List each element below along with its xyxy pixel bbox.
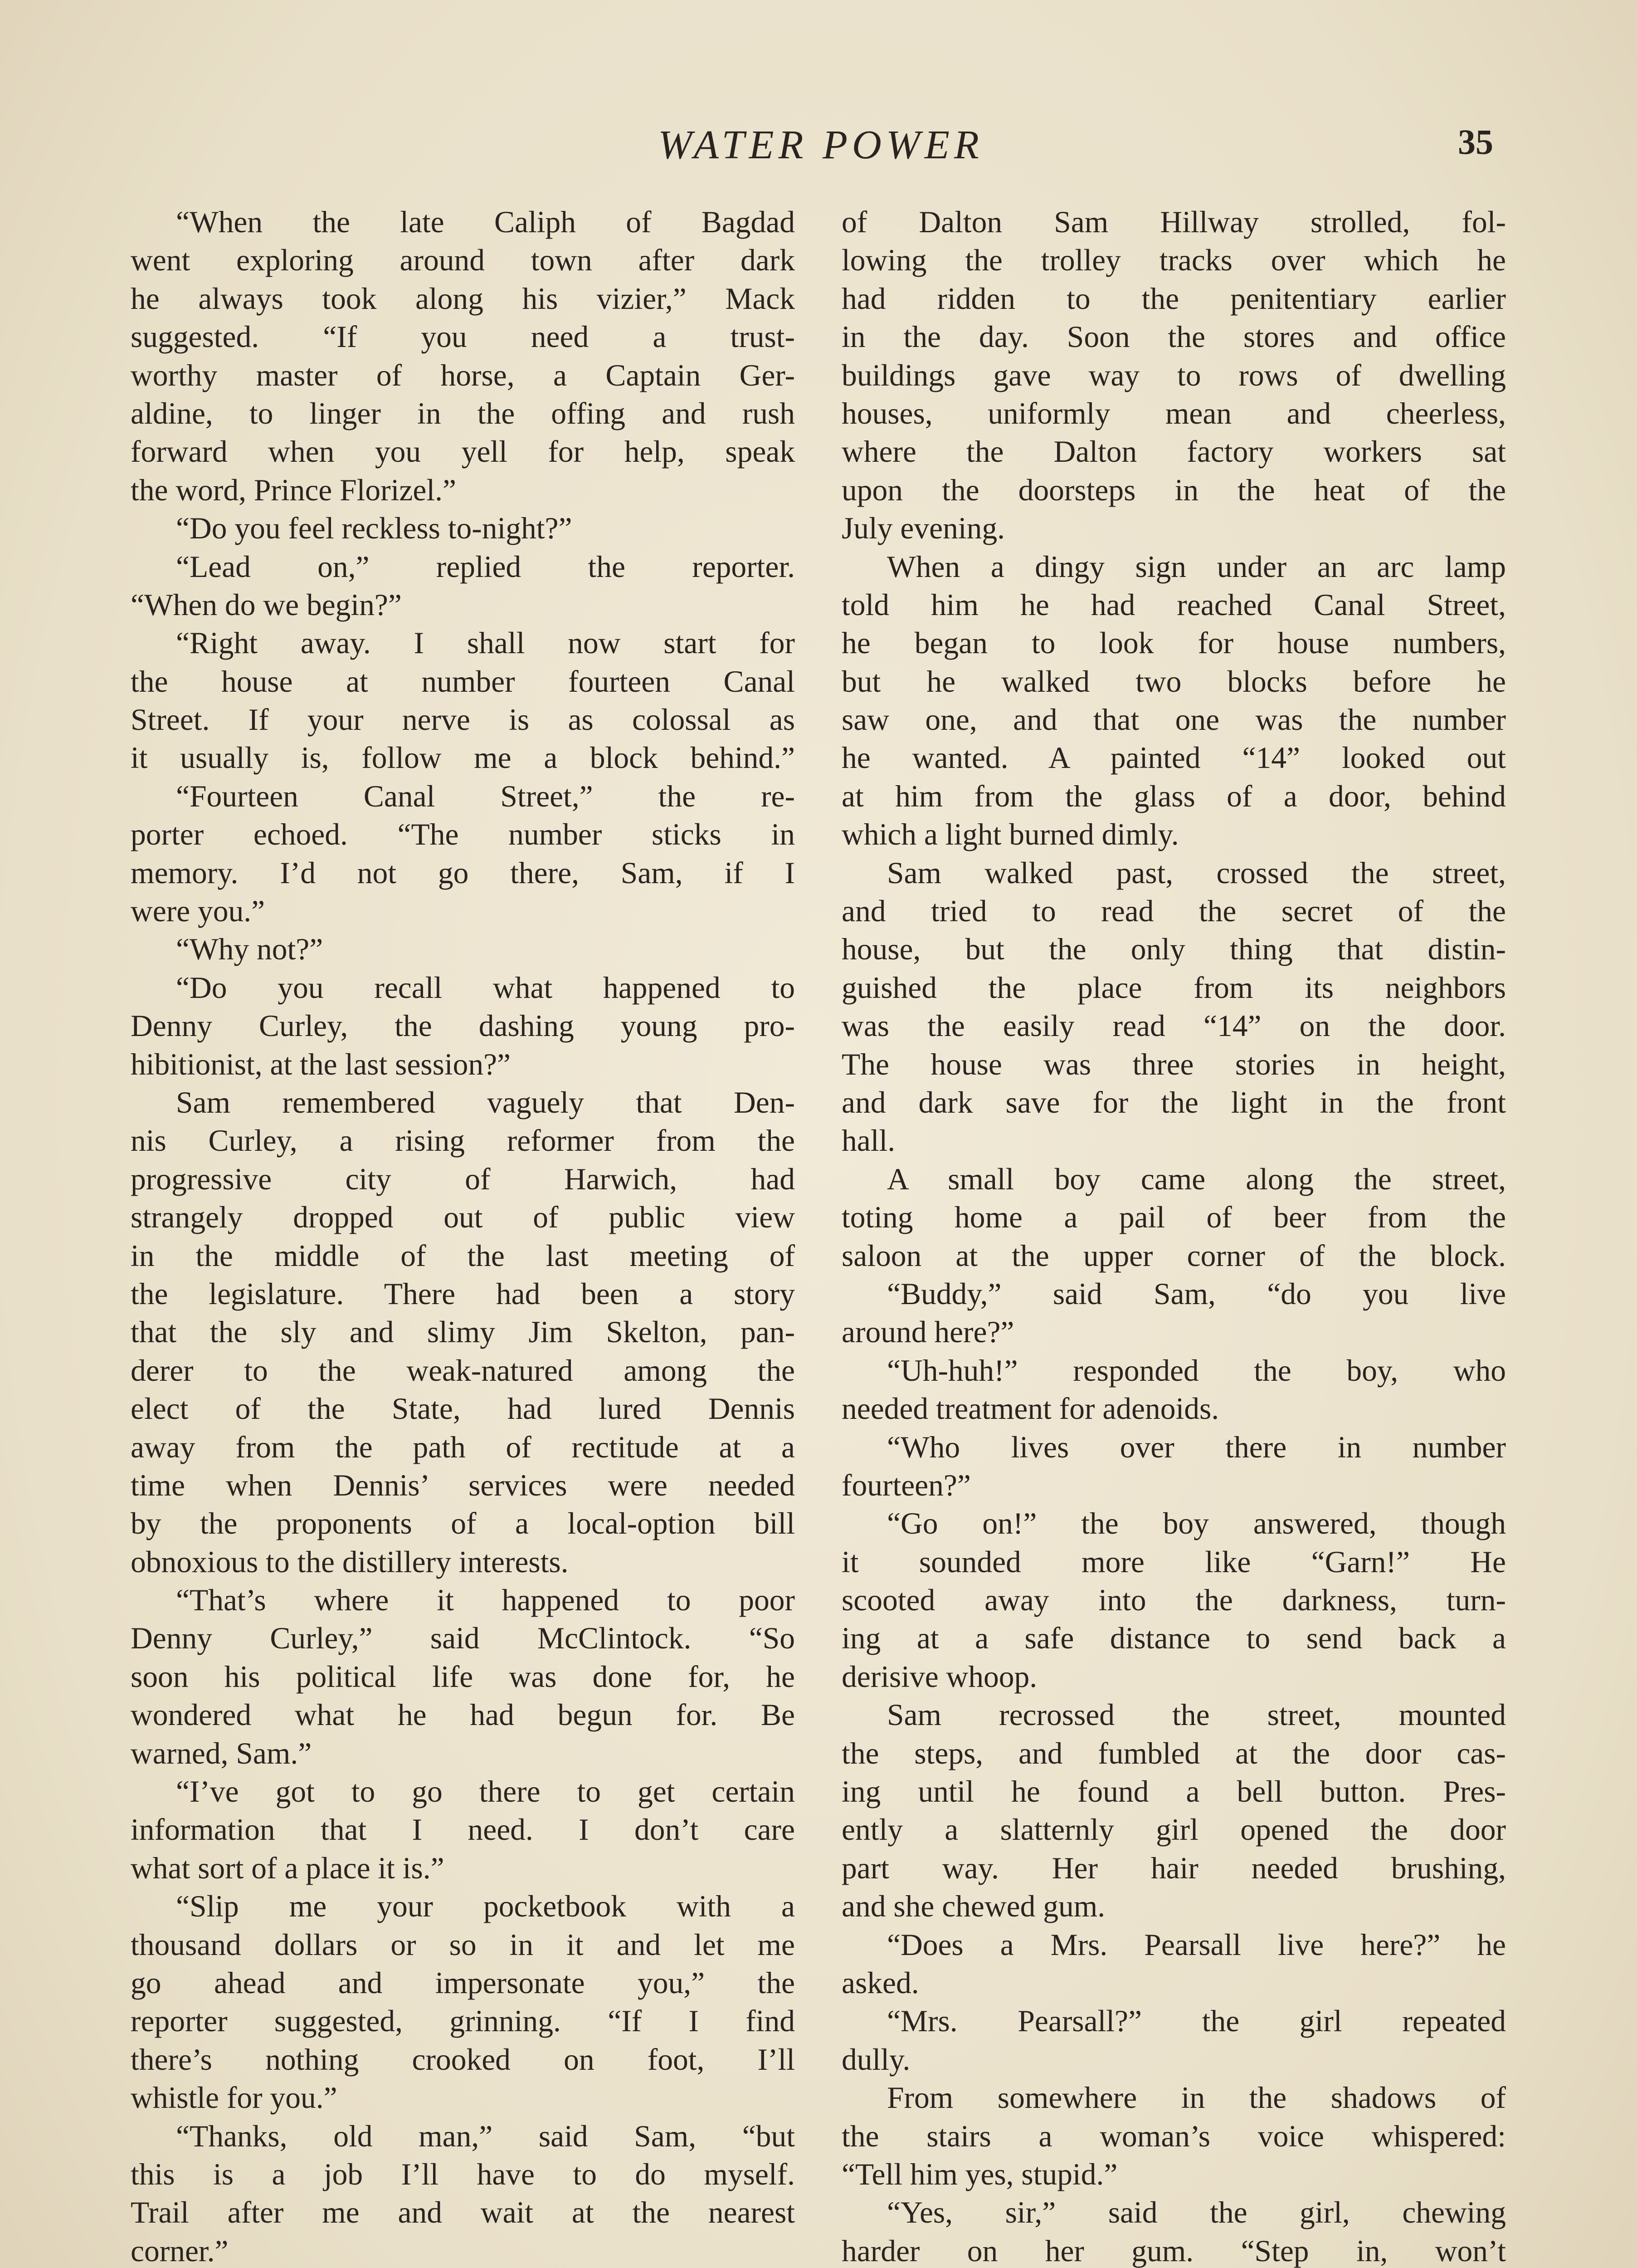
- right-column-line: but he walked two blocks before he: [842, 664, 1506, 699]
- right-column-line: at him from the glass of a door, behind: [842, 779, 1506, 813]
- left-column-line: worthy master of horse, a Captain Ger-: [131, 358, 795, 392]
- left-column-line: go ahead and impersonate you,” the: [131, 1965, 795, 2000]
- right-column: [842, 203, 1506, 2268]
- right-column-line: buildings gave way to rows of dwelling: [842, 358, 1506, 392]
- left-column-line: this is a job I’ll have to do myself.: [131, 2157, 795, 2191]
- right-column-line: and she chewed gum.: [842, 1889, 1106, 1924]
- left-column-line: “Do you feel reckless to-night?”: [176, 511, 572, 546]
- left-column-line: it usually is, follow me a block behind.”: [131, 741, 795, 775]
- right-column-line: houses, uniformly mean and cheerless,: [842, 396, 1506, 430]
- left-column-line: forward when you yell for help, speak: [131, 435, 795, 469]
- left-column-line: memory. I’d not go there, Sam, if I: [131, 855, 795, 890]
- right-column-line: part way. Her hair needed brushing,: [842, 1851, 1506, 1885]
- right-column-line: needed treatment for adenoids.: [842, 1392, 1219, 1426]
- left-column-line: the house at number fourteen Canal: [131, 664, 795, 699]
- left-column-line: thousand dollars or so in it and let me: [131, 1927, 795, 1962]
- left-column-line: suggested. “If you need a trust-: [131, 320, 795, 354]
- right-column-line: “Uh-huh!” responded the boy, who: [887, 1353, 1506, 1388]
- right-column-line: Sam walked past, crossed the street,: [887, 855, 1506, 890]
- left-column-line: went exploring around town after dark: [131, 243, 795, 278]
- left-column-line: there’s nothing crooked on foot, I’ll: [131, 2042, 795, 2077]
- right-column-line: he wanted. A painted “14” looked out: [842, 741, 1506, 775]
- right-column-line: and tried to read the secret of the: [842, 894, 1506, 929]
- right-column-line: the steps, and fumbled at the door cas-: [842, 1736, 1506, 1770]
- left-column-line: Sam remembered vaguely that Den-: [176, 1085, 795, 1119]
- right-column-line: ing until he found a bell button. Pres-: [842, 1774, 1506, 1809]
- left-column-line: aldine, to linger in the offing and rush: [131, 396, 795, 430]
- left-column-line: progressive city of Harwich, had: [131, 1162, 795, 1196]
- left-column-line: by the proponents of a local-option bill: [131, 1506, 795, 1541]
- left-column-line: that the sly and slimy Jim Skelton, pan-: [131, 1315, 795, 1349]
- left-column-line: the legislature. There had been a story: [131, 1276, 795, 1311]
- right-column-line: the stairs a woman’s voice whispered:: [842, 2119, 1506, 2153]
- right-column-line: derisive whoop.: [842, 1659, 1038, 1694]
- right-column-line: When a dingy sign under an arc lamp: [887, 549, 1506, 584]
- right-column-line: toting home a pail of beer from the: [842, 1200, 1506, 1235]
- left-column-line: wondered what he had begun for. Be: [131, 1698, 795, 1732]
- right-column-line: “Buddy,” said Sam, “do you live: [887, 1276, 1506, 1311]
- left-column-line: whistle for you.”: [131, 2081, 337, 2115]
- left-column-line: Denny Curley,” said McClintock. “So: [131, 1621, 795, 1656]
- right-column-line: saw one, and that one was the number: [842, 703, 1506, 737]
- right-column-line: “Yes, sir,” said the girl, chewing: [887, 2195, 1506, 2230]
- right-column-line: around here?”: [842, 1315, 1014, 1349]
- left-column-line: “Slip me your pocketbook with a: [176, 1889, 795, 1924]
- left-column-line: “When the late Caliph of Bagdad: [176, 205, 795, 239]
- right-column-line: “Who lives over there in number: [887, 1430, 1506, 1464]
- right-column-line: house, but the only thing that distin-: [842, 932, 1506, 967]
- left-column-line: Denny Curley, the dashing young pro-: [131, 1009, 795, 1043]
- left-column-line: soon his political life was done for, he: [131, 1659, 795, 1694]
- left-column-line: were you.”: [131, 894, 265, 929]
- right-column-line: “Go on!” the boy answered, though: [887, 1506, 1506, 1541]
- right-column-line: in the day. Soon the stores and office: [842, 320, 1506, 354]
- right-column-line: saloon at the upper corner of the block.: [842, 1238, 1506, 1273]
- right-column-line: fourteen?”: [842, 1468, 971, 1502]
- right-column-line: From somewhere in the shadows of: [887, 2081, 1506, 2115]
- left-column-line: what sort of a place it is.”: [131, 1851, 444, 1885]
- left-column-line: reporter suggested, grinning. “If I find: [131, 2004, 795, 2038]
- right-column-line: The house was three stories in height,: [842, 1047, 1506, 1081]
- page-number: 35: [1458, 122, 1493, 161]
- right-column-line: lowing the trolley tracks over which he: [842, 243, 1506, 278]
- right-column-line: of Dalton Sam Hillway strolled, fol-: [842, 205, 1506, 239]
- left-column-line: porter echoed. “The number sticks in: [131, 817, 795, 852]
- left-column-line: “Why not?”: [176, 932, 323, 967]
- left-column-line: strangely dropped out of public view: [131, 1200, 795, 1235]
- left-column-line: derer to the weak-natured among the: [131, 1353, 795, 1388]
- left-column-line: corner.”: [131, 2234, 229, 2268]
- right-column-line: where the Dalton factory workers sat: [842, 435, 1506, 469]
- left-column-line: “When do we begin?”: [131, 587, 402, 622]
- left-column-line: elect of the State, had lured Dennis: [131, 1392, 795, 1426]
- right-column-line: asked.: [842, 1965, 919, 2000]
- left-column-line: “I’ve got to go there to get certain: [176, 1774, 795, 1809]
- left-column-line: away from the path of rectitude at a: [131, 1430, 795, 1464]
- left-column-line: “Fourteen Canal Street,” the re-: [176, 779, 795, 813]
- right-column-line: guished the place from its neighbors: [842, 970, 1506, 1005]
- right-column-line: hall.: [842, 1124, 896, 1158]
- left-column-line: Street. If your nerve is as colossal as: [131, 703, 795, 737]
- left-column-line: the word, Prince Florizel.”: [131, 473, 456, 507]
- right-column-line: dully.: [842, 2042, 911, 2077]
- right-column-line: Sam recrossed the street, mounted: [887, 1698, 1506, 1732]
- left-column-line: warned, Sam.”: [131, 1736, 312, 1770]
- right-column-line: upon the doorsteps in the heat of the: [842, 473, 1506, 507]
- right-column-line: July evening.: [842, 511, 1005, 546]
- left-column-line: he always took along his vizier,” Mack: [131, 281, 795, 316]
- left-column-line: Trail after me and wait at the nearest: [131, 2195, 795, 2230]
- left-column-line: “Lead on,” replied the reporter.: [176, 549, 795, 584]
- right-column-line: ently a slatternly girl opened the door: [842, 1813, 1506, 1847]
- left-column-line: “Thanks, old man,” said Sam, “but: [176, 2119, 795, 2153]
- left-column-line: in the middle of the last meeting of: [131, 1238, 795, 1273]
- left-column-line: nis Curley, a rising reformer from the: [131, 1124, 795, 1158]
- right-column-line: “Tell him yes, stupid.”: [842, 2157, 1118, 2191]
- right-column-line: was the easily read “14” on the door.: [842, 1009, 1506, 1043]
- left-column: [131, 203, 795, 2268]
- right-column-line: which a light burned dimly.: [842, 817, 1179, 852]
- left-column-line: information that I need. I don’t care: [131, 1813, 795, 1847]
- right-column-line: told him he had reached Canal Street,: [842, 587, 1506, 622]
- left-column-line: time when Dennis’ services were needed: [131, 1468, 795, 1502]
- right-column-line: had ridden to the penitentiary earlier: [842, 281, 1506, 316]
- right-column-line: “Mrs. Pearsall?” the girl repeated: [887, 2004, 1506, 2038]
- right-column-line: A small boy came along the street,: [887, 1162, 1506, 1196]
- right-column-line: it sounded more like “Garn!” He: [842, 1545, 1506, 1579]
- left-column-line: obnoxious to the distillery interests.: [131, 1545, 569, 1579]
- right-column-line: scooted away into the darkness, turn-: [842, 1583, 1506, 1618]
- right-column-line: he began to look for house numbers,: [842, 626, 1506, 660]
- right-column-line: “Does a Mrs. Pearsall live here?” he: [887, 1927, 1506, 1962]
- left-column-line: “Right away. I shall now start for: [176, 626, 795, 660]
- left-column-line: “That’s where it happened to poor: [176, 1583, 795, 1618]
- running-header-title: WATER POWER: [658, 122, 984, 167]
- right-column-line: and dark save for the light in the front: [842, 1085, 1506, 1119]
- right-column-line: ing at a safe distance to send back a: [842, 1621, 1506, 1656]
- left-column-line: hibitionist, at the last session?”: [131, 1047, 511, 1081]
- right-column-line: harder on her gum. “Step in, won’t: [842, 2234, 1506, 2268]
- left-column-line: “Do you recall what happened to: [176, 970, 795, 1005]
